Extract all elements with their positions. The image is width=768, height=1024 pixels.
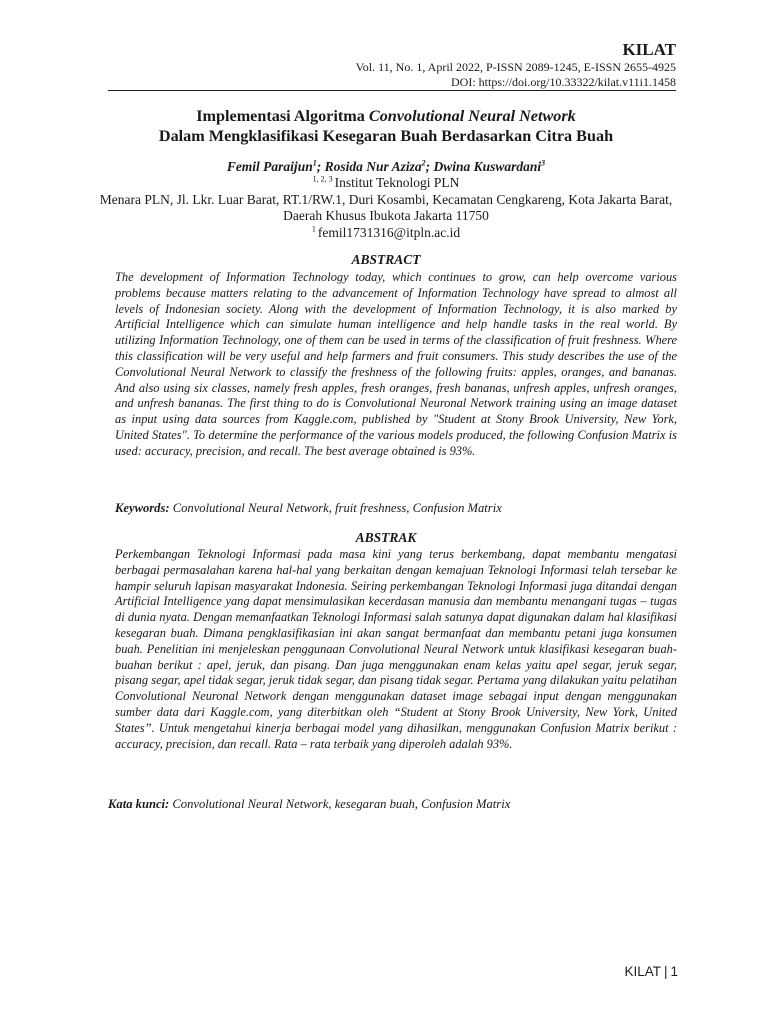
author-2: ; Rosida Nur Aziza [316,159,422,174]
header-divider [108,90,676,91]
kata-kunci-text: Convolutional Neural Network, kesegaran buah, Confusion Matrix [169,797,511,811]
author-email: femil1731316@itpln.ac.id [317,224,461,240]
institution-line [96,175,676,192]
abstrak-text: Perkembangan Teknologi Informasi pada masa kini yang terus berkembang, dapat membantu mengatasi berbagai permasalahan karena hal-hal yang berkaitan dengan kemajuan Teknologi Informasi telah tersebar ke hampir seluruh lapisan masyarakat Indonesia. Seiring perkembangan Teknologi Informasi juga ditandai dengan Artificial Intelligence yang dapat mensimulasikan kecerdasan manusia dan membantu menangani tugas – tugas di dunia nyata. Dengan memanfaatkan Teknologi Informasi salah satunya dapat digunakan dalam hal klasifikasi kesegaran buah. Dimana pengklasifikasian ini akan sangat bermanfaat dan membantu petani juga konsumen buah. Penelitian ini menjeleskan penggunaan Convolutional Neural Network untuk klasifikasi kesegaran buah-buahan berikut : apel, jeruk, dan pisang. Dan juga menggunakan enam kelas yaitu apel segar, jeruk segar, pisang segar, apel tidak segar, jeruk tidak segar, dan pisang tidak segar. Pertama yang dilakukan yaitu pelatihan Convolutional Neuronal Network dengan menggunakan dataset image sebagai input dengan menggunakan sumber data dari Kaggle.com, yang diterbitkan oleh “Student at Stony Brook University, New York, United States”. Untuk mengetahui kinerja berbagai model yang dihasilkan, menggunakan Confusion Matrix berikut : accuracy, precision, dan recall. Rata – rata terbaik yang diperoleh adalah 93%. [115,547,677,751]
email-line [96,225,676,242]
journal-name: KILAT [622,40,676,59]
title-italic: Convolutional Neural Network [368,107,576,125]
author-1: Femil Paraijun [226,159,313,174]
affiliation-block [96,175,676,241]
author-3-sup: 3 [541,158,546,168]
title-line-1 [96,106,676,126]
kata-kunci-label: Kata kunci: [108,797,170,811]
title-line-2: Dalam Mengklasifikasi Kesegaran Buah Berdasarkan Citra Buah [158,127,614,145]
author-2-sup: 2 [421,158,426,168]
institution-address: Menara PLN, Jl. Lkr. Luar Barat, RT.1/RW.1, Duri Kosambi, Kecamatan Cengkareng, Kota Jakarta Barat, Daerah Khusus Ibukota Jakarta 11750 [99,191,673,223]
page-footer [624,964,678,979]
abstrak-heading: ABSTRAK [355,530,417,545]
paper-title [96,106,676,146]
journal-doi: DOI: https://doi.org/10.33322/kilat.v11i1.1458 [451,75,676,89]
institution-name: Institut Teknologi PLN [334,175,460,190]
keywords [115,500,677,516]
title-plain: Implementasi Algoritma [196,107,369,125]
affiliation-sup: 1, 2, 3 [312,174,335,184]
keywords-text: Convolutional Neural Network, fruit freshness, Confusion Matrix [169,501,502,515]
author-3: ; Dwina Kuswardani [425,159,542,174]
author-list [96,159,676,175]
keywords-label: Keywords: [115,501,170,515]
footer-journal: KILAT [624,964,661,979]
author-1-sup: 1 [312,158,317,168]
journal-header [356,40,676,90]
email-sup: 1 [311,224,318,233]
abstract-text: The development of Information Technology today, which continues to grow, can help overcome various problems because matters relating to the advancement of Information Technology have spread to almost all levels of Indonesian society. Along with the development of Information Technology, it is also marked by Artificial Intelligence which can simulate human intelligence and help handle tasks in the real world. By utilizing Information Technology, one of them can be used in terms of the classification of fruit freshness. Where this classification will be very useful and help farmers and fruit consumers. This study describes the use of the Convolutional Neural Network to classify the freshness of the following fruits: apples, oranges, and bananas. And also using six classes, namely fresh apples, fresh oranges, fresh bananas, unfresh apples, unfresh oranges, and unfresh bananas. The first thing to do is Convolutional Neuronal Network training using an image dataset as input using data sources from Kaggle.com, published by "Student at Stony Brook University, New York, United States". To determine the performance of the various models produced, the following Confusion Matrix is used: accuracy, precision, and recall. The best average obtained is 93%. [115,270,677,458]
footer-separator: | [663,964,668,979]
kata-kunci [108,796,677,812]
abstract-heading: ABSTRACT [351,252,421,267]
journal-volume-info: Vol. 11, No. 1, April 2022, P-ISSN 2089-1245, E-ISSN 2655-4925 [355,60,676,74]
page-number: 1 [670,964,678,979]
